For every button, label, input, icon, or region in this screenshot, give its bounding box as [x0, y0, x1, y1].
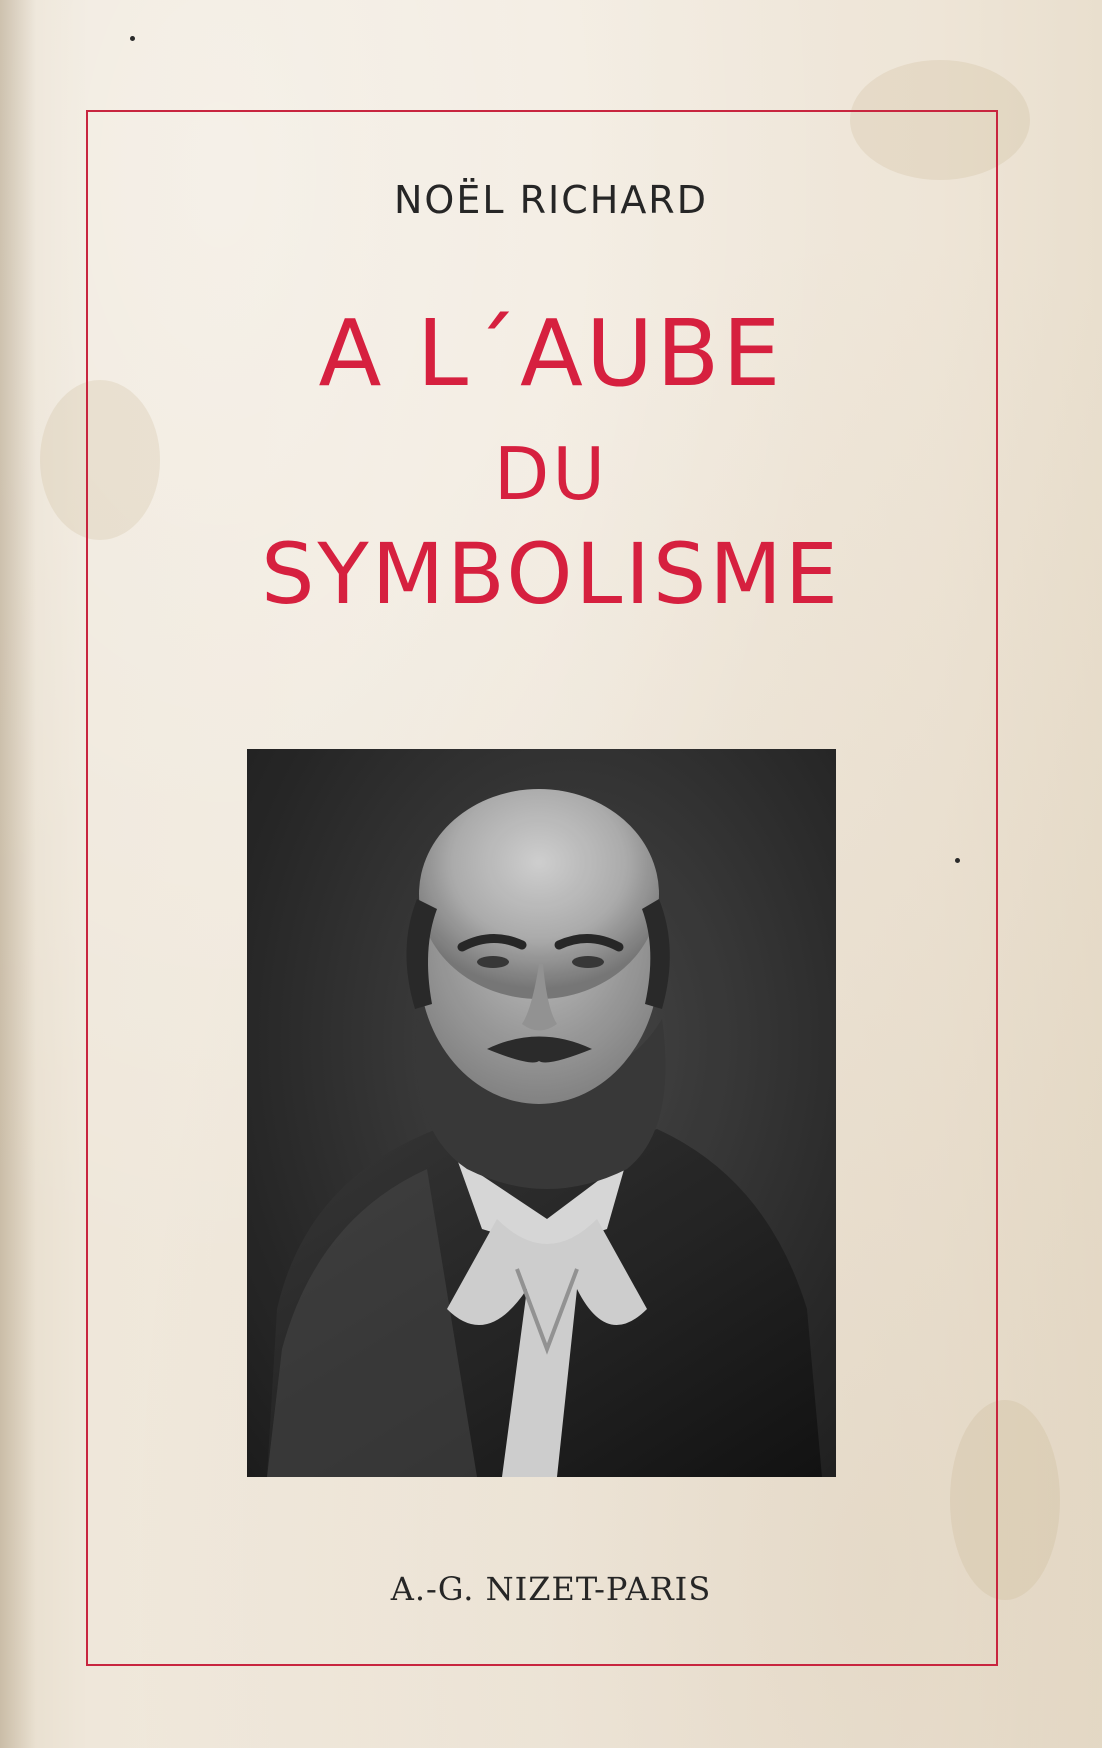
- ink-speck: [955, 858, 960, 863]
- publisher-name: A.-G. NIZET-PARIS: [390, 1570, 712, 1608]
- author-name: NOËL RICHARD: [394, 178, 708, 222]
- portrait-photo-icon: [247, 749, 836, 1477]
- title-line-2: DU: [493, 432, 609, 516]
- title-line-3: SYMBOLISME: [261, 525, 841, 623]
- spine-shadow: [0, 0, 36, 1748]
- ink-speck: [130, 36, 135, 41]
- title-line-1: A L´AUBE: [318, 300, 784, 407]
